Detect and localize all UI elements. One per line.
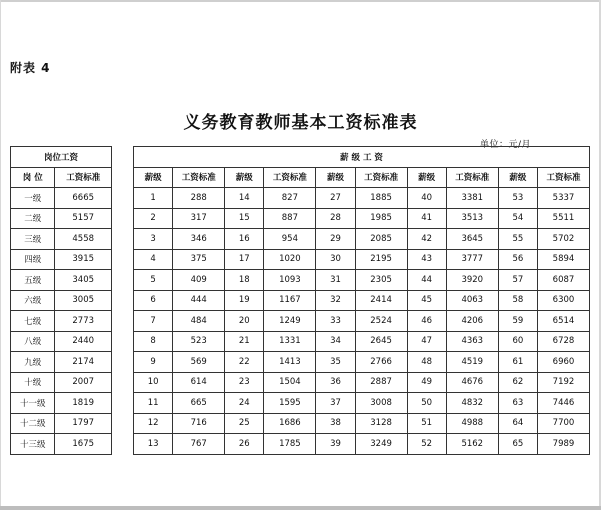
position-table-column-header-row (11, 167, 112, 188)
salary-value-cell: 2085 (355, 229, 407, 250)
salary-value-cell: 2887 (355, 372, 407, 393)
grade-number-cell: 44 (407, 270, 446, 291)
table-row (11, 290, 112, 311)
grade-number-cell: 27 (316, 188, 355, 209)
grade-number-cell: 15 (225, 208, 264, 229)
salary-value-cell: 4363 (446, 331, 498, 352)
grade-number-cell: 52 (407, 434, 446, 455)
grade-number-cell: 17 (225, 249, 264, 270)
grade-number-cell: 64 (498, 413, 537, 434)
grade-table-group-header-row (134, 147, 590, 168)
grade-salary-table (133, 146, 590, 455)
salary-value-cell: 716 (173, 413, 225, 434)
page-bottom-edge (0, 506, 601, 510)
grade-number-cell: 6 (134, 290, 173, 311)
column-header: 工资标准 (264, 167, 316, 188)
grade-number-cell: 31 (316, 270, 355, 291)
salary-value-cell: 2440 (55, 331, 112, 352)
position-level-cell: 十级 (11, 372, 55, 393)
table-row (11, 393, 112, 414)
salary-value-cell: 6514 (537, 311, 589, 332)
salary-value-cell: 7446 (537, 393, 589, 414)
salary-value-cell: 523 (173, 331, 225, 352)
position-level-cell: 一级 (11, 188, 55, 209)
salary-value-cell: 3381 (446, 188, 498, 209)
table-row (11, 229, 112, 250)
table-row (11, 208, 112, 229)
table-row (11, 331, 112, 352)
salary-value-cell: 2524 (355, 311, 407, 332)
salary-value-cell: 1785 (264, 434, 316, 455)
salary-value-cell: 1686 (264, 413, 316, 434)
grade-number-cell: 40 (407, 188, 446, 209)
column-header: 薪级 (407, 167, 446, 188)
page-title: 义务教育教师基本工资标准表 (183, 113, 418, 133)
grade-number-cell: 9 (134, 352, 173, 373)
salary-value-cell: 5702 (537, 229, 589, 250)
salary-value-cell: 346 (173, 229, 225, 250)
salary-value-cell: 665 (173, 393, 225, 414)
salary-value-cell: 2766 (355, 352, 407, 373)
grade-table-body (134, 188, 590, 455)
grade-table-group-header: 薪 级 工 资 (134, 147, 590, 168)
salary-value-cell: 5337 (537, 188, 589, 209)
grade-number-cell: 56 (498, 249, 537, 270)
grade-number-cell: 35 (316, 352, 355, 373)
salary-value-cell: 4988 (446, 413, 498, 434)
table-row (11, 188, 112, 209)
position-level-cell: 十二级 (11, 413, 55, 434)
salary-value-cell: 3513 (446, 208, 498, 229)
grade-number-cell: 26 (225, 434, 264, 455)
table-row (134, 352, 590, 373)
grade-number-cell: 55 (498, 229, 537, 250)
grade-number-cell: 49 (407, 372, 446, 393)
grade-number-cell: 23 (225, 372, 264, 393)
position-level-cell: 十三级 (11, 434, 55, 455)
grade-number-cell: 4 (134, 249, 173, 270)
grade-number-cell: 50 (407, 393, 446, 414)
grade-number-cell: 60 (498, 331, 537, 352)
position-level-cell: 十一级 (11, 393, 55, 414)
salary-value-cell: 954 (264, 229, 316, 250)
grade-number-cell: 12 (134, 413, 173, 434)
grade-number-cell: 3 (134, 229, 173, 250)
column-header: 工资标准 (446, 167, 498, 188)
grade-number-cell: 8 (134, 331, 173, 352)
grade-number-cell: 61 (498, 352, 537, 373)
salary-value-cell: 317 (173, 208, 225, 229)
salary-value-cell: 288 (173, 188, 225, 209)
salary-value-cell: 5157 (55, 208, 112, 229)
table-row (11, 270, 112, 291)
salary-value-cell: 3777 (446, 249, 498, 270)
grade-number-cell: 7 (134, 311, 173, 332)
salary-value-cell: 614 (173, 372, 225, 393)
salary-value-cell: 7192 (537, 372, 589, 393)
column-header: 工资标准 (355, 167, 407, 188)
table-row (11, 434, 112, 455)
table-row (134, 188, 590, 209)
grade-number-cell: 21 (225, 331, 264, 352)
grade-number-cell: 30 (316, 249, 355, 270)
grade-number-cell: 20 (225, 311, 264, 332)
grade-number-cell: 58 (498, 290, 537, 311)
salary-value-cell: 3920 (446, 270, 498, 291)
column-header: 工资标准 (55, 167, 112, 188)
salary-value-cell: 6960 (537, 352, 589, 373)
salary-value-cell: 444 (173, 290, 225, 311)
salary-value-cell: 2305 (355, 270, 407, 291)
salary-value-cell: 5162 (446, 434, 498, 455)
salary-value-cell: 1093 (264, 270, 316, 291)
column-header: 薪级 (225, 167, 264, 188)
grade-number-cell: 59 (498, 311, 537, 332)
salary-value-cell: 4206 (446, 311, 498, 332)
grade-number-cell: 22 (225, 352, 264, 373)
salary-value-cell: 1675 (55, 434, 112, 455)
grade-number-cell: 25 (225, 413, 264, 434)
page-top-edge (0, 0, 601, 2)
salary-value-cell: 4519 (446, 352, 498, 373)
table-row (134, 413, 590, 434)
grade-number-cell: 36 (316, 372, 355, 393)
salary-value-cell: 3249 (355, 434, 407, 455)
table-row (134, 311, 590, 332)
salary-value-cell: 2195 (355, 249, 407, 270)
salary-value-cell: 4063 (446, 290, 498, 311)
salary-value-cell: 1331 (264, 331, 316, 352)
grade-number-cell: 57 (498, 270, 537, 291)
salary-value-cell: 3915 (55, 249, 112, 270)
grade-number-cell: 48 (407, 352, 446, 373)
grade-number-cell: 13 (134, 434, 173, 455)
grade-number-cell: 42 (407, 229, 446, 250)
salary-value-cell: 767 (173, 434, 225, 455)
position-level-cell: 九级 (11, 352, 55, 373)
grade-number-cell: 63 (498, 393, 537, 414)
table-row (134, 331, 590, 352)
grade-number-cell: 5 (134, 270, 173, 291)
position-table-body (11, 188, 112, 455)
position-level-cell: 八级 (11, 331, 55, 352)
grade-number-cell: 65 (498, 434, 537, 455)
salary-value-cell: 2645 (355, 331, 407, 352)
salary-value-cell: 1020 (264, 249, 316, 270)
salary-value-cell: 2007 (55, 372, 112, 393)
salary-value-cell: 484 (173, 311, 225, 332)
grade-number-cell: 32 (316, 290, 355, 311)
position-level-cell: 四级 (11, 249, 55, 270)
position-level-cell: 三级 (11, 229, 55, 250)
grade-number-cell: 47 (407, 331, 446, 352)
salary-value-cell: 1167 (264, 290, 316, 311)
grade-number-cell: 14 (225, 188, 264, 209)
table-row (134, 393, 590, 414)
table-row (134, 290, 590, 311)
table-row (134, 208, 590, 229)
table-row (11, 311, 112, 332)
table-row (134, 249, 590, 270)
salary-value-cell: 6665 (55, 188, 112, 209)
salary-value-cell: 887 (264, 208, 316, 229)
grade-number-cell: 16 (225, 229, 264, 250)
position-level-cell: 七级 (11, 311, 55, 332)
table-row (134, 270, 590, 291)
grade-number-cell: 38 (316, 413, 355, 434)
salary-value-cell: 6087 (537, 270, 589, 291)
table-row (11, 249, 112, 270)
unit-note: 单位：元/月 (480, 140, 532, 150)
grade-number-cell: 62 (498, 372, 537, 393)
grade-number-cell: 10 (134, 372, 173, 393)
grade-number-cell: 28 (316, 208, 355, 229)
column-header: 工资标准 (537, 167, 589, 188)
salary-value-cell: 4832 (446, 393, 498, 414)
grade-number-cell: 11 (134, 393, 173, 414)
salary-value-cell: 3405 (55, 270, 112, 291)
position-table-group-header-row (11, 147, 112, 168)
grade-number-cell: 29 (316, 229, 355, 250)
grade-number-cell: 19 (225, 290, 264, 311)
salary-value-cell: 7989 (537, 434, 589, 455)
salary-value-cell: 3645 (446, 229, 498, 250)
table-row (11, 372, 112, 393)
column-header: 薪级 (316, 167, 355, 188)
grade-number-cell: 2 (134, 208, 173, 229)
salary-value-cell: 1885 (355, 188, 407, 209)
table-row (134, 434, 590, 455)
salary-value-cell: 409 (173, 270, 225, 291)
column-header: 薪级 (498, 167, 537, 188)
salary-value-cell: 1413 (264, 352, 316, 373)
position-level-cell: 二级 (11, 208, 55, 229)
salary-value-cell: 2414 (355, 290, 407, 311)
column-header: 工资标准 (173, 167, 225, 188)
grade-number-cell: 41 (407, 208, 446, 229)
position-level-cell: 六级 (11, 290, 55, 311)
grade-number-cell: 53 (498, 188, 537, 209)
table-row (134, 372, 590, 393)
salary-value-cell: 5894 (537, 249, 589, 270)
salary-value-cell: 3005 (55, 290, 112, 311)
table-row (11, 352, 112, 373)
salary-value-cell: 5511 (537, 208, 589, 229)
table-row (11, 413, 112, 434)
salary-value-cell: 6728 (537, 331, 589, 352)
grade-number-cell: 34 (316, 331, 355, 352)
grade-number-cell: 43 (407, 249, 446, 270)
grade-number-cell: 39 (316, 434, 355, 455)
salary-value-cell: 3008 (355, 393, 407, 414)
salary-value-cell: 4676 (446, 372, 498, 393)
grade-number-cell: 46 (407, 311, 446, 332)
column-header: 薪级 (134, 167, 173, 188)
salary-value-cell: 1504 (264, 372, 316, 393)
position-salary-table (10, 146, 112, 455)
salary-value-cell: 1819 (55, 393, 112, 414)
grade-number-cell: 33 (316, 311, 355, 332)
grade-number-cell: 54 (498, 208, 537, 229)
grade-number-cell: 18 (225, 270, 264, 291)
position-table-group-header: 岗位工资 (11, 147, 112, 168)
salary-value-cell: 1249 (264, 311, 316, 332)
grade-number-cell: 1 (134, 188, 173, 209)
salary-value-cell: 3128 (355, 413, 407, 434)
column-header: 岗 位 (11, 167, 55, 188)
appendix-label: 附表 4 (10, 61, 51, 75)
grade-number-cell: 24 (225, 393, 264, 414)
salary-value-cell: 375 (173, 249, 225, 270)
salary-value-cell: 1797 (55, 413, 112, 434)
salary-value-cell: 7700 (537, 413, 589, 434)
salary-value-cell: 6300 (537, 290, 589, 311)
grade-number-cell: 45 (407, 290, 446, 311)
salary-value-cell: 2773 (55, 311, 112, 332)
position-level-cell: 五级 (11, 270, 55, 291)
salary-value-cell: 1595 (264, 393, 316, 414)
table-row (134, 229, 590, 250)
salary-value-cell: 569 (173, 352, 225, 373)
page-left-edge (0, 0, 1, 510)
salary-value-cell: 827 (264, 188, 316, 209)
salary-value-cell: 1985 (355, 208, 407, 229)
grade-number-cell: 51 (407, 413, 446, 434)
grade-number-cell: 37 (316, 393, 355, 414)
salary-value-cell: 2174 (55, 352, 112, 373)
grade-table-column-header-row (134, 167, 590, 188)
salary-value-cell: 4558 (55, 229, 112, 250)
